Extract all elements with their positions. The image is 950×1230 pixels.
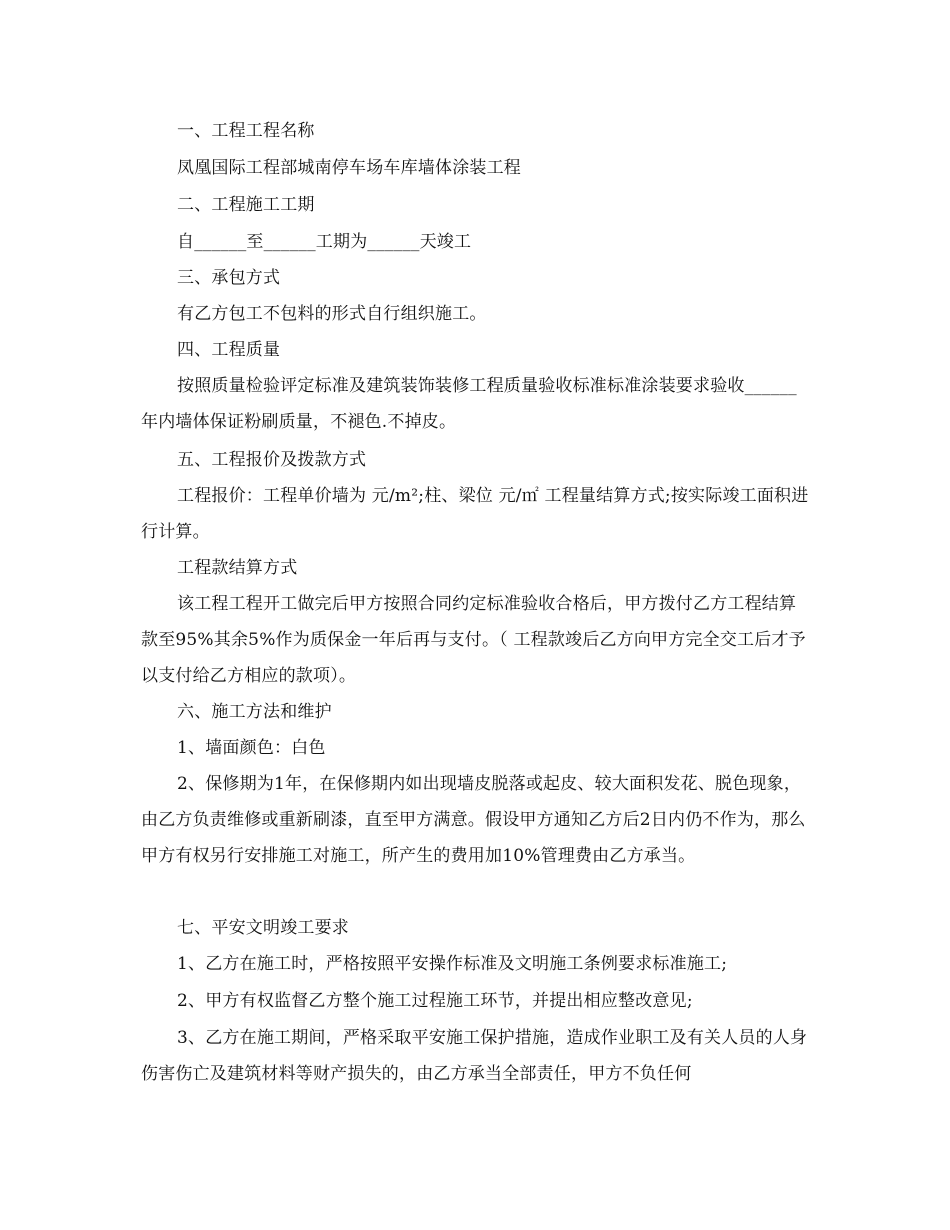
project-name-text: 凤凰国际工程部城南停车场车库墙体涂装工程	[177, 158, 521, 178]
safety-item-1: 1、乙方在施工时，严格按照平安操作标准及文明施工条例要求标准施工;	[177, 954, 728, 974]
section-heading-project-quality: 四、工程质量	[177, 340, 281, 360]
section-heading-project-name: 一、工程工程名称	[177, 121, 315, 141]
section-heading-contract-method: 三、承包方式	[177, 268, 281, 288]
section-heading-construction-maintenance: 六、施工方法和维护	[177, 702, 332, 722]
safety-item-3: 3、乙方在施工期间，严格采取平安施工保护措施，造成作业职工及有关人员的人身伤害伤亡及建筑材料等财产损失的，由乙方承当全部责任，甲方不负任何	[141, 1028, 808, 1084]
warranty-text: 2、保修期为1年，在保修期内如出现墙皮脱落或起皮、较大面积发花、脱色现象，由乙方负责维修或重新刷漆，直至甲方满意。假设甲方通知乙方后2日内仍不作为，那么甲方有权另行安排施工对施工，所产生的费用加10%管理费由乙方承当。	[141, 774, 806, 866]
settlement-method-heading: 工程款结算方式	[177, 558, 298, 578]
project-quality-text: 按照质量检验评定标准及建筑装饰装修工程质量验收标准标准涂装要求验收______年内墙体保证粉刷质量，不褪色.不掉皮。	[141, 376, 797, 432]
safety-item-2: 2、甲方有权监督乙方整个施工过程施工环节，并提出相应整改意见;	[177, 991, 693, 1011]
contract-method-text: 有乙方包工不包料的形式自行组织施工。	[177, 304, 487, 324]
wall-color-text: 1、墙面颜色：白色	[177, 738, 326, 758]
quotation-text: 工程报价：工程单价墙为 元/m²;柱、梁位 元/㎡ 工程量结算方式;按实际竣工面积进行计算。	[141, 486, 809, 542]
section-heading-quotation-payment: 五、工程报价及拨款方式	[177, 450, 367, 470]
settlement-method-text: 该工程工程开工做完后甲方按照合同约定标准验收合格后，甲方拨付乙方工程结算款至95%其余5%作为质保金一年后再与支付。（ 工程款竣后乙方向甲方完全交工后才予以支付给乙方相应的款项）。	[141, 594, 806, 686]
construction-period-text: 自______至______工期为______天竣工	[177, 232, 472, 252]
section-heading-construction-period: 二、工程施工工期	[177, 195, 315, 215]
section-heading-safety-requirements: 七、平安文明竣工要求	[177, 918, 349, 938]
